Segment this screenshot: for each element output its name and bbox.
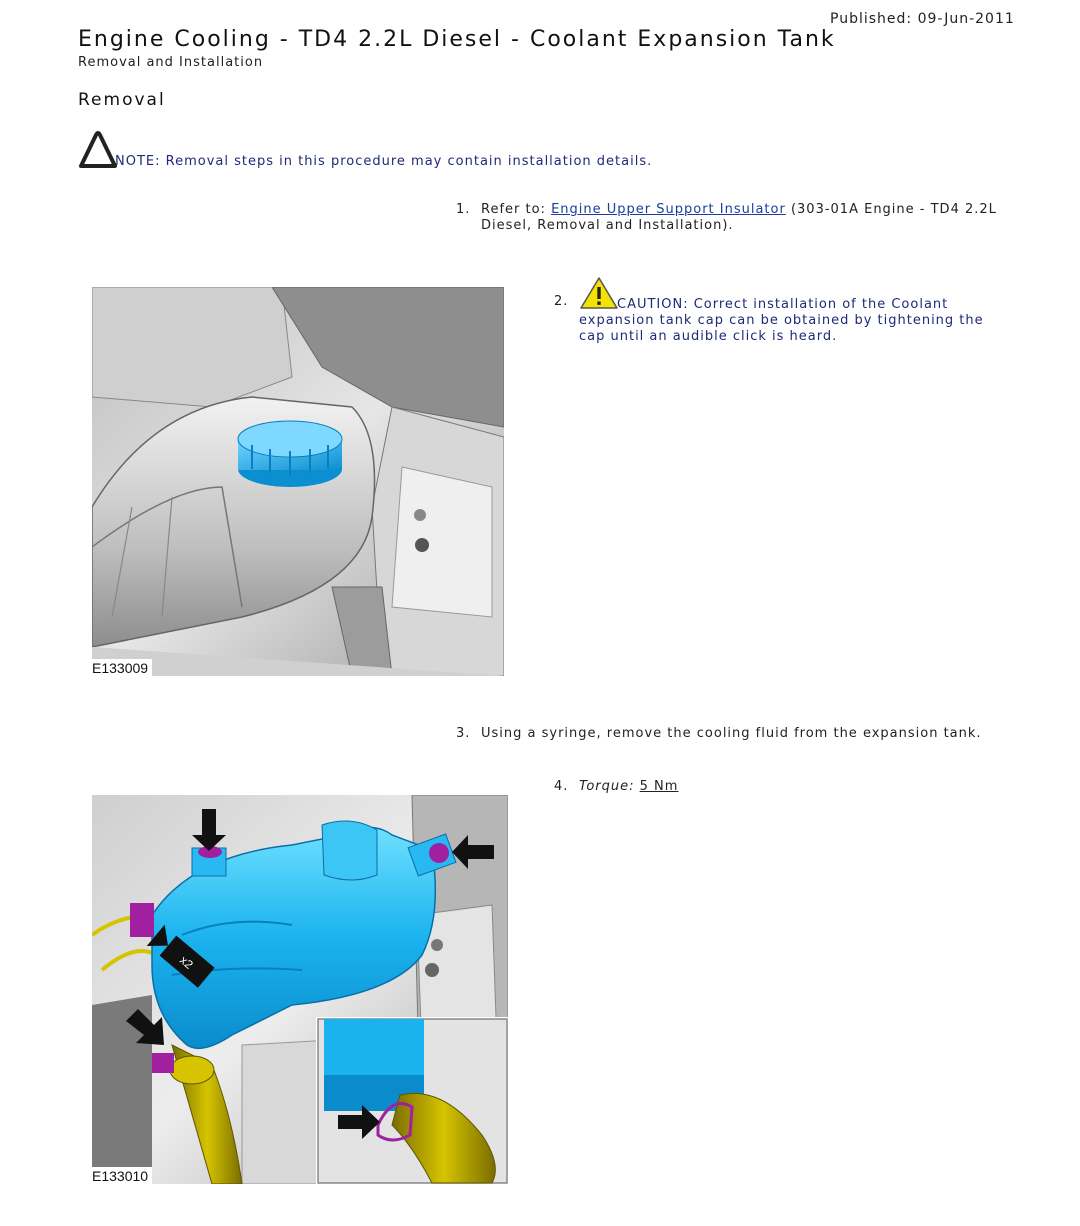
step-2 xyxy=(554,276,984,345)
step-3-text: Using a syringe, remove the cooling fluid from the expansion tank. xyxy=(481,726,982,741)
coolant-tank-fasteners-illustration xyxy=(92,795,508,1184)
torque-label: Torque: xyxy=(579,779,635,794)
page-subtitle: Removal and Installation xyxy=(78,55,264,70)
step-1-prefix: Refer to: xyxy=(481,202,552,217)
section-heading: Removal xyxy=(78,90,166,110)
step-number: 3. xyxy=(456,726,471,741)
torque-value: 5 Nm xyxy=(639,779,679,794)
published-date: Published: 09-Jun-2011 xyxy=(830,11,1015,27)
callout-x2: x2 xyxy=(177,953,196,972)
step-number: 2. xyxy=(554,294,569,309)
figure-label: E133010 xyxy=(92,1167,152,1184)
step-1-suffix: (303-01A Engine - TD4 2.2L Diesel, Removal and Installation). xyxy=(481,202,997,233)
page-title: Engine Cooling - TD4 2.2L Diesel - Coolant Expansion Tank xyxy=(78,27,836,52)
coolant-tank-cap-illustration xyxy=(92,287,504,676)
figure-e133009 xyxy=(92,287,504,676)
step-1 xyxy=(456,202,1016,234)
note-triangle-icon xyxy=(77,129,119,171)
note-text: NOTE: Removal steps in this procedure may contain installation details. xyxy=(115,154,653,169)
engine-upper-support-insulator-link[interactable]: Engine Upper Support Insulator xyxy=(551,202,786,217)
caution-text: CAUTION: Correct installation of the Coolant expansion tank cap can be obtained by tightening the cap until an audible click is heard. xyxy=(579,297,984,344)
note xyxy=(77,127,652,171)
warning-icon xyxy=(579,276,619,310)
step-number: 1. xyxy=(456,202,471,217)
step-number: 4. xyxy=(554,779,569,794)
step-4 xyxy=(554,779,854,795)
step-3 xyxy=(456,726,1036,742)
figure-label: E133009 xyxy=(92,659,152,676)
figure-e133010 xyxy=(92,795,508,1184)
